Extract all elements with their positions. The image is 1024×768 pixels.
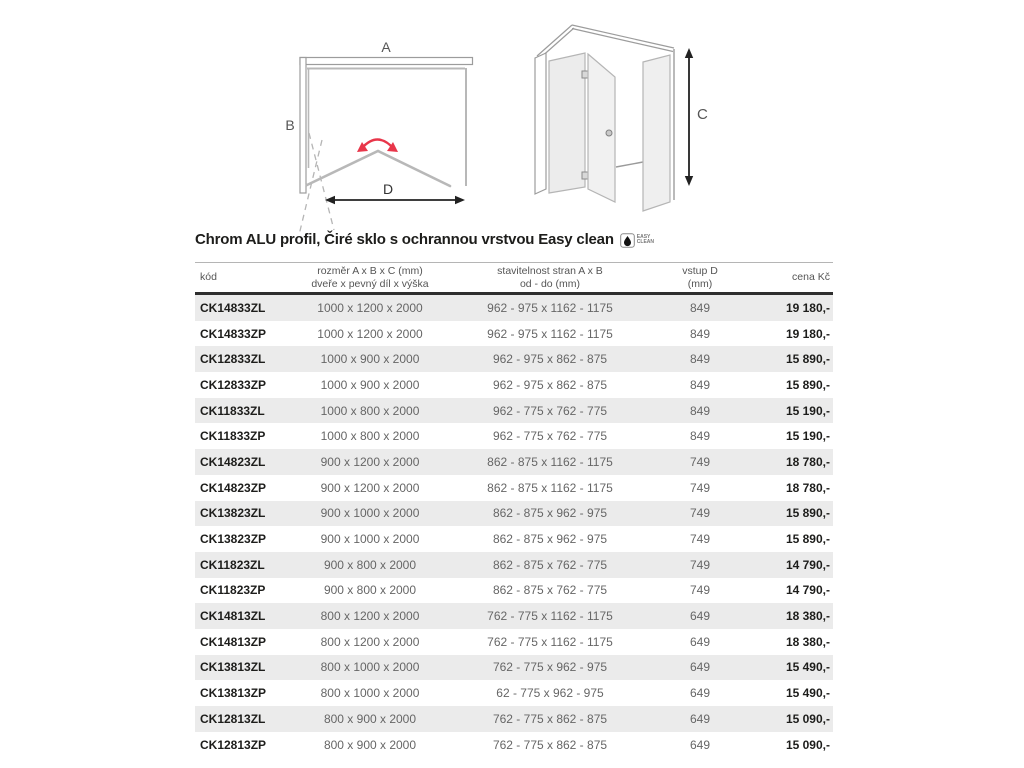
cell-rozmer: 900 x 800 x 2000	[323, 557, 417, 572]
cell-vstup: 749	[689, 506, 711, 521]
cell-cena: 14 790,-	[785, 583, 830, 598]
door-handle-icon	[606, 130, 612, 136]
table-header	[195, 263, 833, 294]
cell-stavitelnost: 862 - 875 x 762 - 775	[492, 583, 608, 598]
cell-kod: CK14833ZP	[200, 326, 267, 341]
cell-stavitelnost: 762 - 775 x 962 - 975	[492, 660, 608, 675]
table-row	[195, 526, 833, 552]
cell-vstup: 849	[689, 403, 711, 418]
cell-cena: 15 090,-	[785, 737, 830, 752]
cell-rozmer: 900 x 1200 x 2000	[320, 454, 420, 469]
cell-kod: CK14813ZL	[200, 609, 266, 624]
cell-rozmer: 1000 x 1200 x 2000	[317, 300, 423, 315]
cell-rozmer: 900 x 1000 x 2000	[320, 532, 420, 547]
cell-stavitelnost: 862 - 875 x 962 - 975	[492, 532, 608, 547]
easy-clean-badge-text: EASY CLEAN	[636, 234, 655, 245]
cell-stavitelnost: 962 - 775 x 762 - 775	[492, 403, 608, 418]
cell-rozmer: 900 x 1000 x 2000	[320, 506, 420, 521]
cell-kod: CK11823ZL	[200, 557, 265, 572]
cell-rozmer: 800 x 900 x 2000	[323, 711, 417, 726]
cell-vstup: 849	[689, 352, 711, 367]
cell-cena: 14 790,-	[785, 557, 830, 572]
table-row	[195, 680, 833, 706]
col-header-rozmer: rozměr A x B x C (mm) dveře x pevný díl x výška	[285, 263, 455, 294]
cell-stavitelnost: 762 - 775 x 1162 - 1175	[487, 609, 613, 624]
cell-vstup: 649	[689, 609, 711, 624]
cell-kod: CK14823ZL	[200, 454, 266, 469]
cell-stavitelnost: 962 - 975 x 1162 - 1175	[487, 300, 613, 315]
cell-cena: 15 190,-	[785, 429, 830, 444]
cell-kod: CK11833ZL	[200, 403, 265, 418]
cell-vstup: 649	[689, 634, 711, 649]
table-row	[195, 294, 833, 321]
col-header-stavitelnost: stavitelnost stran A x B od - do (mm)	[455, 263, 645, 294]
wall-a-bar	[300, 58, 473, 65]
easy-clean-badge	[620, 233, 654, 248]
table-row	[195, 655, 833, 681]
page-title: Chrom ALU profil, Čiré sklo s ochrannou vrstvou Easy clean	[195, 231, 614, 248]
col-header-vstup: vstup D (mm)	[645, 263, 755, 294]
cell-rozmer: 800 x 900 x 2000	[323, 737, 417, 752]
cell-rozmer: 800 x 1200 x 2000	[320, 634, 420, 649]
title-row	[195, 231, 840, 249]
col-header-kod: kód	[195, 263, 285, 294]
cell-stavitelnost: 962 - 975 x 1162 - 1175	[487, 326, 613, 341]
cell-kod: CK13823ZP	[200, 532, 267, 547]
cell-vstup: 749	[689, 532, 711, 547]
top-frame-lines	[537, 25, 674, 59]
door-panel-front	[588, 54, 615, 202]
cell-cena: 18 380,-	[785, 609, 830, 624]
cell-vstup: 849	[689, 326, 711, 341]
cell-kod: CK14833ZL	[200, 300, 266, 315]
left-wall-panel	[535, 53, 546, 194]
cell-kod: CK13823ZL	[200, 506, 266, 521]
cell-rozmer: 1000 x 1200 x 2000	[317, 326, 423, 341]
cell-kod: CK14813ZP	[200, 634, 267, 649]
folding-door-lines	[307, 151, 450, 186]
cell-cena: 19 180,-	[785, 300, 830, 315]
table-row	[195, 449, 833, 475]
cell-stavitelnost: 862 - 875 x 1162 - 1175	[487, 454, 613, 469]
cell-cena: 18 380,-	[785, 634, 830, 649]
cell-stavitelnost: 762 - 775 x 1162 - 1175	[487, 634, 613, 649]
cell-vstup: 649	[689, 711, 711, 726]
dim-label-d: D	[382, 181, 394, 197]
cell-rozmer: 1000 x 800 x 2000	[320, 403, 420, 418]
cell-cena: 19 180,-	[785, 326, 830, 341]
tray-edge-line	[616, 162, 643, 167]
cell-stavitelnost: 962 - 975 x 862 - 875	[492, 352, 608, 367]
droplet-icon	[620, 233, 635, 248]
cell-vstup: 849	[689, 429, 711, 444]
cell-kod: CK12833ZP	[200, 377, 267, 392]
table-row	[195, 398, 833, 424]
cell-vstup: 649	[689, 686, 711, 701]
product-table-body	[195, 294, 833, 758]
cell-kod: CK11833ZP	[200, 429, 266, 444]
cell-cena: 15 890,-	[785, 377, 830, 392]
table-row	[195, 732, 833, 758]
cell-cena: 18 780,-	[785, 454, 830, 469]
cell-kod: CK13813ZL	[200, 660, 266, 675]
cell-kod: CK14823ZP	[200, 480, 267, 495]
table-row	[195, 578, 833, 604]
cell-vstup: 649	[689, 660, 711, 675]
cell-vstup: 849	[689, 300, 711, 315]
cell-stavitelnost: 762 - 775 x 862 - 875	[492, 711, 608, 726]
table-row	[195, 629, 833, 655]
dim-label-a: A	[381, 39, 391, 55]
cell-kod: CK12833ZL	[200, 352, 266, 367]
cell-stavitelnost: 862 - 875 x 962 - 975	[492, 506, 608, 521]
door-panel-back	[549, 53, 585, 193]
dim-label-c: C	[697, 106, 708, 123]
cell-rozmer: 900 x 800 x 2000	[323, 583, 417, 598]
cell-vstup: 849	[689, 377, 711, 392]
cell-stavitelnost: 62 - 775 x 962 - 975	[496, 686, 604, 701]
cell-cena: 15 890,-	[785, 506, 830, 521]
cell-vstup: 749	[689, 480, 711, 495]
cell-cena: 15 890,-	[785, 532, 830, 547]
cell-stavitelnost: 862 - 875 x 1162 - 1175	[487, 480, 613, 495]
table-row	[195, 603, 833, 629]
cell-rozmer: 1000 x 900 x 2000	[320, 377, 420, 392]
cell-vstup: 749	[689, 557, 711, 572]
product-table	[195, 262, 833, 757]
col-header-cena: cena Kč	[755, 263, 833, 294]
table-row	[195, 321, 833, 347]
cell-cena: 18 780,-	[785, 480, 830, 495]
table-row	[195, 475, 833, 501]
table-row	[195, 346, 833, 372]
fixed-panel-right	[643, 55, 670, 211]
cell-rozmer: 800 x 1000 x 2000	[320, 660, 420, 675]
dim-label-b: B	[285, 117, 295, 133]
table-row	[195, 706, 833, 732]
cell-kod: CK12813ZL	[200, 711, 266, 726]
cell-cena: 15 890,-	[785, 352, 830, 367]
cell-rozmer: 800 x 1200 x 2000	[320, 609, 420, 624]
cell-kod: CK13813ZP	[200, 686, 267, 701]
cell-cena: 15 490,-	[785, 686, 830, 701]
cell-kod: CK11823ZP	[200, 583, 266, 598]
cell-cena: 15 190,-	[785, 403, 830, 418]
table-row	[195, 552, 833, 578]
cell-cena: 15 090,-	[785, 711, 830, 726]
table-row	[195, 423, 833, 449]
dimension-arrow-d	[325, 196, 465, 204]
cell-rozmer: 900 x 1200 x 2000	[320, 480, 420, 495]
cell-vstup: 749	[689, 454, 711, 469]
cell-stavitelnost: 962 - 775 x 762 - 775	[492, 429, 608, 444]
cell-vstup: 649	[689, 737, 711, 752]
cell-stavitelnost: 962 - 975 x 862 - 875	[492, 377, 608, 392]
cell-kod: CK12813ZP	[200, 737, 267, 752]
table-row	[195, 372, 833, 398]
plan-diagram	[278, 20, 500, 240]
perspective-diagram	[500, 15, 715, 220]
cell-cena: 15 490,-	[785, 660, 830, 675]
wall-b-bar	[300, 58, 306, 194]
cell-vstup: 749	[689, 583, 711, 598]
dimension-arrow-c	[685, 48, 693, 186]
cell-stavitelnost: 862 - 875 x 762 - 775	[492, 557, 608, 572]
table-row	[195, 501, 833, 527]
cell-rozmer: 1000 x 900 x 2000	[320, 352, 420, 367]
cell-rozmer: 800 x 1000 x 2000	[320, 686, 420, 701]
cell-stavitelnost: 762 - 775 x 862 - 875	[492, 737, 608, 752]
cell-rozmer: 1000 x 800 x 2000	[320, 429, 420, 444]
